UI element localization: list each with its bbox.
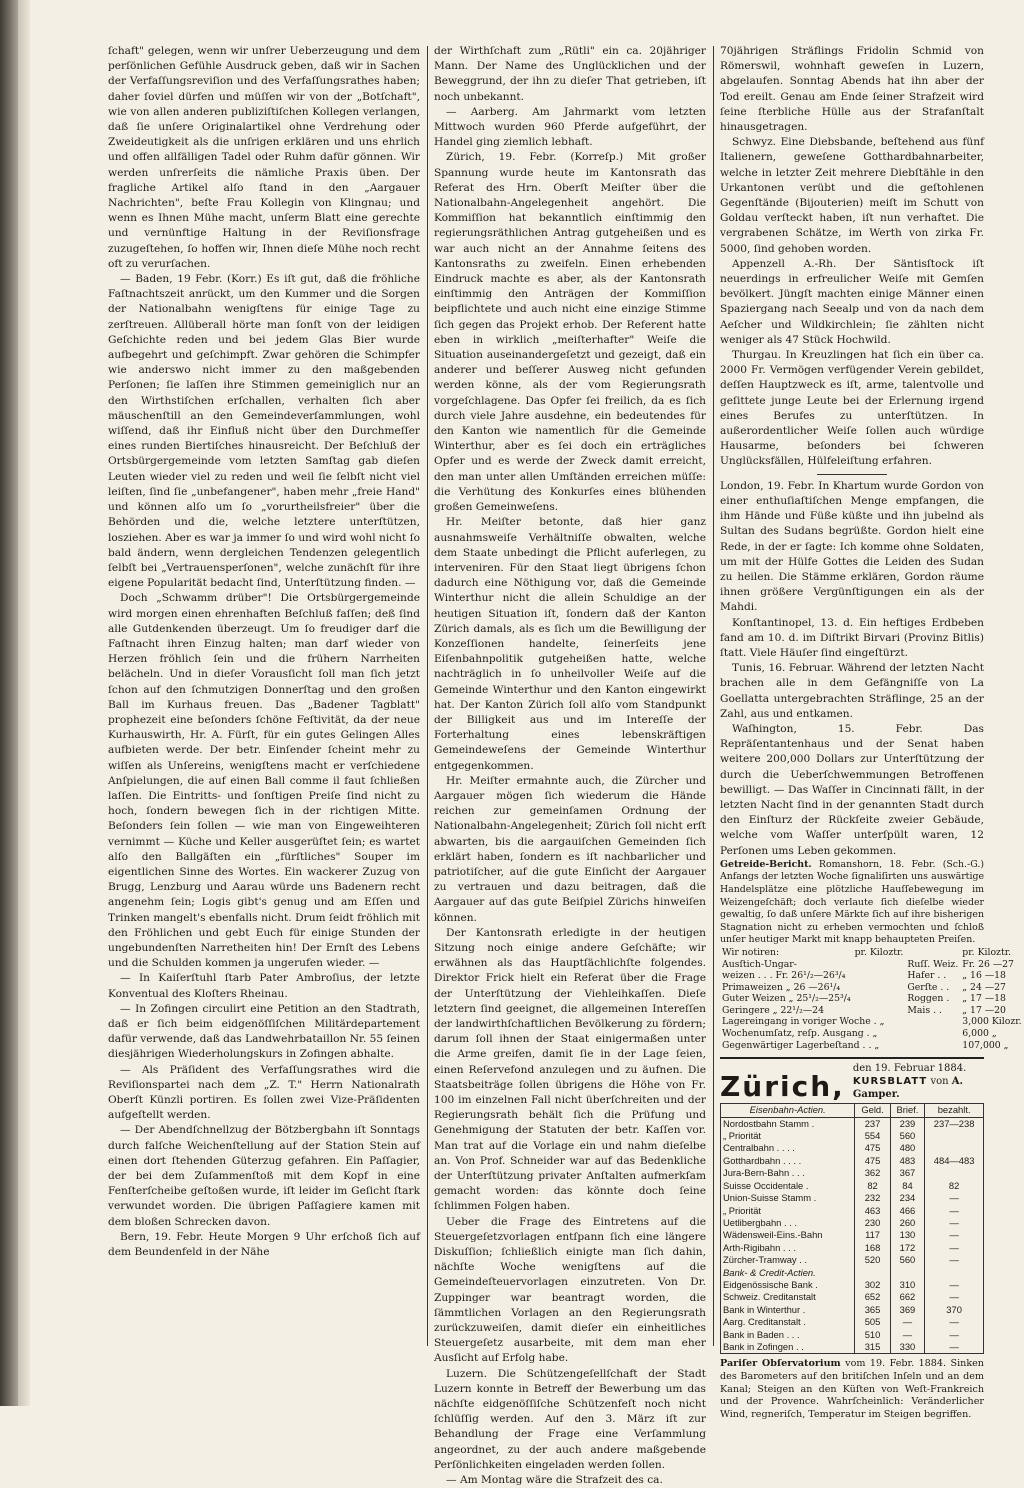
table-cell: 662 <box>890 1291 925 1303</box>
table-cell: 230 <box>855 1217 890 1229</box>
table-cell <box>853 982 906 994</box>
article-washington: Waſhington, 15. Febr. Das Repräſentantenhaus und der Senat haben weitere 200,000 Dollars zur Unterſtützung der durch die Ueberſchwemmungen Betroffenen bewilligt. — Das Waſſer in Cincinnati fällt, in der letzten Nacht ſind in der genannten Stadt durch den Einſturz der Rückſeite zweier Gebäude, welche vom Waſſer unterſpült waren, 12 Perſonen ums Leben gekommen. <box>720 722 984 857</box>
article-aarberg: — Aarberg. Am Jahrmarkt vom letzten Mittwoch wurden 960 Pferde aufgeführt, der Handel ging ziemlich lebhaft. <box>434 105 706 149</box>
table-row <box>721 1180 984 1192</box>
table-cell: „ 17 —18 <box>962 993 1006 1005</box>
table-cell: 84 <box>890 1180 925 1192</box>
table-cell: „ Priorität <box>721 1205 855 1217</box>
table-cell: pr. Kiloztr. <box>854 946 904 958</box>
table-cell: 475 <box>855 1155 890 1167</box>
table-cell: — <box>925 1316 984 1328</box>
table-row <box>721 1254 984 1266</box>
table-cell: 367 <box>890 1167 925 1179</box>
table-row <box>721 1304 984 1316</box>
table-cell: „ Priorität <box>721 1130 855 1142</box>
table-row <box>721 1117 984 1130</box>
grain-price-table <box>720 947 1024 1051</box>
table-cell: 505 <box>855 1316 890 1328</box>
table-cell: Geringere „ 22¹/₂—24 <box>722 1004 825 1016</box>
table-cell: Primaweizen „ 26 —26¹/₄ <box>722 981 841 993</box>
table-cell: 168 <box>855 1242 890 1254</box>
table-cell: Nordostbahn Stamm . <box>721 1117 855 1130</box>
table-cell <box>925 1167 984 1179</box>
article-verfassungsrath: — Als Präſident des Verfaſſungsrathes wird die Reviſionspartei nach dem „Z. T." Herrn Nationalrath Oberſt Künzli portiren. Es ſollen zwei Vize-Präſidenten aufgeſtellt werden. <box>108 1063 420 1122</box>
kursblatt-body <box>721 1117 984 1354</box>
table-cell: 232 <box>855 1192 890 1204</box>
kursblatt-author: A. Gamper. <box>852 1076 963 1101</box>
column-header: Brief. <box>890 1104 925 1117</box>
kursblatt-title: KURSBLATT <box>852 1076 928 1088</box>
column-header: bezahlt. <box>925 1104 984 1117</box>
table-cell: Gerſte . . <box>907 981 950 993</box>
table-row <box>721 1155 984 1167</box>
table-row <box>720 993 1024 1005</box>
table-cell <box>853 959 906 971</box>
table-cell: 130 <box>890 1229 925 1241</box>
table-row <box>720 1005 1024 1017</box>
table-cell: Suisse Occidentale . <box>721 1180 855 1192</box>
table-row <box>721 1291 984 1303</box>
column-1 <box>108 44 420 1364</box>
table-cell: 310 <box>890 1279 925 1291</box>
table-cell: Wädensweil-Eins.-Bahn <box>721 1229 855 1241</box>
table-cell: 365 <box>855 1304 890 1316</box>
table-cell: 554 <box>855 1130 890 1142</box>
table-row <box>721 1242 984 1254</box>
article-luzern: Luzern. Die Schützengeſellſchaft der Stadt Luzern konnte in Betreff der Bewerbung um das nächſte eidgenöſſiſche Schützenfeſt noch nicht ſchlüſſig werden. Auf den 3. März iſt zur Behandlung der Frage eine Verſammlung angeordnet, zu der auch andere maßgebende Perſönlichkeiten eingeladen werden ſollen. <box>434 1367 706 1471</box>
table-cell: Bank in Baden . . . <box>721 1329 855 1341</box>
table-cell: 260 <box>890 1217 925 1229</box>
table-cell: — <box>925 1279 984 1291</box>
table-cell: Lagereingang in voriger Woche . „ <box>722 1016 885 1028</box>
table-cell: 510 <box>855 1329 890 1341</box>
table-cell: Mais . . <box>907 1004 943 1016</box>
table-row <box>720 1016 1024 1028</box>
grain-report-text: Romanshorn, 18. Febr. (Sch.-G.) Anfangs der letzten Woche ſignaliſirten uns auswärtige Handelsplätze eine plötzliche Hauſſebewegung im Weizengeſchäft; doch verlaute ſich dieſelbe wieder gewaltig, ſo daß unſere Märkte ſich auf ihre bisherigen Stagnation nicht zu erheben vermochten und ſchloß unſer heutiger Markt mit knapp behaupteten Preiſen. <box>720 858 985 946</box>
table-cell: 82 <box>925 1180 984 1192</box>
table-row <box>720 1040 1024 1052</box>
column-2 <box>434 44 706 1487</box>
table-cell: 107,000 „ <box>962 1039 1009 1051</box>
column-3 <box>720 44 1022 1420</box>
table-cell: 480 <box>890 1142 925 1154</box>
kursblatt-von: von <box>930 1076 949 1088</box>
article-paragraph: Hr. Meiſter ermahnte auch, die Zürcher und Aargauer mögen ſich wiederum die Hände reichen zur gemeinſamen Ordnung der Nationalbahn-Angelegenheit; Zürich ſoll nicht erſt abwarten, bis die aargauiſchen Gemeinden ſich erklärt haben, ſondern es iſt nachbarlicher und patriotiſcher, auf die gute Einſicht der Aargauer zu vertrauen und dazu beitragen, daß die Aargauer auf das gute Beiſpiel Zürichs hinweiſen können. <box>434 774 706 924</box>
table-cell: Gotthardbahn . . . . <box>721 1155 855 1167</box>
table-cell <box>925 1130 984 1142</box>
article-schwyz: Schwyz. Eine Diebsbande, beſtehend aus fünf Italienern, geweſene Gotthardbahnarbeiter, welche in letzter Zeit mehrere Diebſtähle in den Urkantonen verübt und die geſtohlenen Gegenſtände (Bijouterien) meiſt im Schutt von Goldau verſteckt haben, iſt nun verhaftet. Die vergrabenen Schätze, im Werth von zirka Fr. 5000, ſind gehoben worden. <box>720 136 984 255</box>
table-cell: 302 <box>855 1279 890 1291</box>
article-paragraph: 70jährigen Sträflings Fridolin Schmid von Römerswil, wohnhaft geweſen in Luzern, abgelaufen. Sonntag Abends hat ihn aber der Tod ereilt. Genau am Ende ſeiner Strafzeit wird ſeine ſterbliche Hülle aus der Strafanſtalt hinausgetragen. <box>720 45 984 134</box>
column-header: Eisenbahn-Actien. <box>721 1104 855 1117</box>
article-bern: Bern, 19. Febr. Heute Morgen 9 Uhr erſchoß ſich auf dem Beundenfeld in der Nähe <box>108 1230 420 1259</box>
table-cell <box>890 1267 925 1279</box>
table-row <box>721 1316 984 1328</box>
table-row <box>721 1341 984 1354</box>
paris-observatory-report <box>720 1358 984 1421</box>
table-cell: — <box>925 1217 984 1229</box>
table-cell: Jura-Bern-Bahn . . . <box>721 1167 855 1179</box>
table-cell: 6,000 „ <box>962 1028 997 1040</box>
table-row <box>721 1279 984 1291</box>
article-zofingen: — In Zofingen circulirt eine Petition an den Stadtrath, daß er ſich beim eidgenöſſiſchen Militärdepartement dafür verwende, daß das Landwehrbataillon Nr. 55 ſeinen diesjährigen Wiederholungskurs in Zofingen abhalte. <box>108 1002 420 1061</box>
table-cell: Guter Weizen „ 25¹/₂—25³/₄ <box>722 993 851 1005</box>
table-cell: 234 <box>890 1192 925 1204</box>
table-cell: 82 <box>855 1180 890 1192</box>
table-row <box>721 1142 984 1154</box>
table-cell: 315 <box>855 1341 890 1354</box>
table-cell: 369 <box>890 1304 925 1316</box>
table-cell: weizen . . . Fr. 26¹/₂—26³/₄ <box>722 970 846 982</box>
table-cell: — <box>925 1254 984 1266</box>
table-cell: — <box>925 1329 984 1341</box>
table-cell <box>855 1267 890 1279</box>
table-cell: 466 <box>890 1205 925 1217</box>
table-cell: 330 <box>890 1341 925 1354</box>
table-row <box>721 1229 984 1241</box>
kursblatt-date: den 19. Februar 1884. <box>852 1063 967 1075</box>
table-cell: Bank in Winterthur . <box>721 1304 855 1316</box>
table-cell: Eidgenössische Bank . <box>721 1279 855 1291</box>
table-cell: „ 17 —20 <box>962 1004 1006 1016</box>
table-row <box>721 1217 984 1229</box>
table-cell: 362 <box>855 1167 890 1179</box>
article-paragraph: — Am Montag wäre die Strafzeit des ca. <box>446 1474 663 1487</box>
table-cell <box>925 1142 984 1154</box>
table-row <box>721 1192 984 1204</box>
book-binding <box>0 0 18 1406</box>
table-cell: Uetlibergbahn . . . <box>721 1217 855 1229</box>
table-cell: 483 <box>890 1155 925 1167</box>
table-cell <box>905 947 960 959</box>
column-rule <box>427 46 428 1346</box>
table-cell <box>925 1267 984 1279</box>
table-cell: — <box>925 1205 984 1217</box>
table-row <box>721 1130 984 1142</box>
paris-text: Sinken des Barometers auf den britiſchen Inſeln und an dem Kanal; Steigen an den Küſten von Weſt-Frankreich und der Provence. Wahrſcheinlich: Veränderlicher Wind, regneriſch, Temperatur im Steigen begriffen. <box>720 1358 984 1420</box>
table-cell: Fr. 26 —27 <box>962 958 1014 970</box>
article-zuerich: Zürich, 19. Febr. (Korreſp.) Mit großer Spannung wurde heute im Kantonsrath das Referat des Hrn. Oberſt Meiſter über die Nationalbahn-Angelegenheit angehört. Die Kommiſſion hat bekanntlich einſtimmig den regierungsräthlichen Antrag gutgeheißen und es war auch nicht an der Annahme ſeitens des Kantonsraths zu zweifeln. Einen erhebenden Eindruck machte es aber, als der Kantonsrath einſtimmig den Anträgen der Kommiſſion beipflichtete und auch nicht eine einzige Stimme ſich gegen das Projekt erhob. Der Referent hatte eben in wirklich „meiſterhafter" Weiſe die Situation auseinandergeſetzt und gezeigt, daß ein anderer und beſſerer Ausweg nicht gefunden werden könne, als der vom Regierungsrath vorgeſchlagene. Das Opfer ſei freilich, da es ſich durch viele Jahre ausdehne, ein bedeutendes für den Kanton wie namentlich für die Gemeinde Winterthur, aber es ſei doch ein erträgliches Opfer und es werde der Zweck damit erreicht, den man unter allen Umſtänden erreichen müſſe: die Verhütung des Konkurſes eines blühenden großen Gemeinweſens. <box>434 151 706 514</box>
column-rule <box>713 46 714 1346</box>
table-row <box>720 959 1024 971</box>
table-cell: 237 <box>855 1117 890 1130</box>
table-cell: Aarg. Creditanstalt . <box>721 1316 855 1328</box>
newspaper-page <box>36 44 1022 1487</box>
kursblatt-table <box>720 1103 984 1354</box>
table-row <box>720 982 1024 994</box>
table-cell: Bank- & Credit-Actien. <box>721 1267 855 1279</box>
table-cell: Bank in Zofingen . . <box>721 1341 855 1354</box>
article-london: London, 19. Febr. In Khartum wurde Gordon von einer enthuſiaſtiſchen Menge empfangen, die ihm Hände und Füße küßte und ihn jubelnd als Sultan des Sudans begrüßte. Gordon hielt eine Rede, in der er ſagte: Ich komme ohne Soldaten, um mit der Hülfe Gottes die Leiden des Sudan zu heilen. Die Stämme erklären, Gordon räume ihnen größere Vergünſtigungen ein als der Mahdi. <box>720 479 984 614</box>
table-cell: 172 <box>890 1242 925 1254</box>
table-cell: 370 <box>925 1304 984 1316</box>
table-cell: 520 <box>855 1254 890 1266</box>
article-konstantinopel: Konſtantinopel, 13. d. Ein heftiges Erdbeben fand am 10. d. im Diſtrikt Birvari (Provinz Bitlis) ſtatt. Viele Häuſer ſind eingeſtürzt. <box>720 616 984 659</box>
table-cell: 652 <box>855 1291 890 1303</box>
table-cell: Arth-Rigibahn . . . <box>721 1242 855 1254</box>
table-cell <box>853 1005 906 1017</box>
table-cell: Union-Suisse Stamm . <box>721 1192 855 1204</box>
kursblatt-header <box>720 1057 984 1104</box>
article-paragraph: Hr. Meiſter betonte, daß hier ganz ausnahmsweiſe Verhältniſſe obwalten, welche dem Staate unbedingt die Pflicht auferlegen, zu interveniren. Für den Staat liegt übrigens ſchon dadurch eine Nöthigung vor, daß die Gemeinde Winterthur nicht die allein Schuldige an der heutigen Situation iſt, ſondern daß der Kanton Zürich damals, als es ſich um die Bewilligung der Konzeſſionen handelte, ſeinerſeits jene Eiſenbahnpolitik gutgeheißen hatte, welche nachträglich in ſo unheilvoller Weiſe auf die Gemeinde Winterthur und den Kanton eingewirkt hat. Der Kanton Zürich ſoll alſo vom Standpunkt der Billigkeit aus und im Intereſſe der Forterhaltung eines lebenskräftigen Gemeindeweſens der Gemeinde Winterthur entgegenkommen. <box>434 516 706 772</box>
table-cell: — <box>925 1291 984 1303</box>
page-gutter <box>18 0 30 1406</box>
table-cell: — <box>925 1242 984 1254</box>
table-row <box>721 1167 984 1179</box>
table-cell: Hafer . . <box>907 970 947 982</box>
table-cell: Wir notiren: <box>722 946 780 958</box>
table-cell: 560 <box>890 1130 925 1142</box>
article-paragraph: der Wirthſchaft zum „Rütli" ein ca. 20jähriger Mann. Der Name des Unglücklichen und der Beweggrund, der ihn zu dieſer That getrieben, iſt noch unbekannt. <box>434 45 706 103</box>
table-cell: Schweiz. Creditanstalt <box>721 1291 855 1303</box>
table-cell: Ruſſ. Weiz. <box>907 958 959 970</box>
table-cell: Wochenumſatz, reſp. Ausgang . „ <box>722 1028 878 1040</box>
article-paragraph: Doch „Schwamm drüber"! Die Ortsbürgergemeinde wird morgen einen ehrenhaften Beſchluß faſſen; deß ſind alle Gutdenkenden überzeugt. Um ſo freudiger darf die Faſtnacht ihren Einzug halten; man darf wieder von Herzen fröhlich ſein und die frühern Narrheiten belächeln. Und in dieſer Vorausſicht ſoll man ſich jetzt ſchon auf den ſchmutzigen Donnerſtag und den großen Ball im Kurhaus freuen. Das „Badener Tagblatt" prophezeit eine beſonders ſchöne Feſtivität, da der neue Kurhauswirth, Hr. A. Fürſt, für ein gutes Gelingen Alles aufbieten werde. Der betr. Einſender ſcheint mehr zu wiſſen als Unſereins, wenigſtens macht er verſchiedene Anſpielungen, die auf einen Ball comme il faut ſchließen laſſen. Die Eintritts- und ſonſtigen Preiſe ſind nicht zu hoch, ſondern bewegen ſich in der richtigen Mitte. Beſonders ſein ſollen — wie man von Eingeweihteren vernimmt — Küche und Keller ausgerüſtet ſein; es wartet alſo den Ballgäſten ein „fürſtliches" Souper im eigentlichen Sinne des Wortes. Ein wackerer Zuzug von Brugg, Lenzburg und Aarau würde uns Badenern recht angenehm ſein; Logis gibt's genug und am Eſſen und Trinken mangelt's ebenfalls nicht. Drum ſeidt fröhlich mit den Fröhlichen und gebt Euch für einige Stunden der ungebundenſten Narretheiten hin! Der Ernſt des Lebens und die Schulden kommen ja ungerufen wieder. — <box>108 592 420 970</box>
article-paragraph: Ueber die Frage des Eintretens auf die Steuergeſetzvorlagen entſpann ſich eine längere Diskuſſion; ſchließlich einigte man ſich dahin, nächſte Woche wenigſtens auf die Gemeindeſteuervorlagen einzutreten. Von Dr. Zuppinger war beantragt worden, die ſämmtlichen Vorlagen an den Regierungsrath zurückzuweiſen, damit dieſer ein einheitliches Steuergeſetz ausarbeite, mit dem man eher Ausſicht auf Erfolg habe. <box>434 1215 706 1365</box>
table-cell: — <box>925 1341 984 1354</box>
table-row <box>720 970 1024 982</box>
grain-report <box>720 858 1022 1052</box>
paris-date: vom 19. Febr. 1884. <box>845 1358 947 1370</box>
grain-report-heading: Getreide-Bericht. <box>720 858 812 870</box>
table-cell: „ 24 —27 <box>962 981 1006 993</box>
table-row <box>721 1205 984 1217</box>
separator-rule <box>817 474 887 475</box>
table-cell: — <box>890 1316 925 1328</box>
table-cell: Centralbahn . . . . <box>721 1142 855 1154</box>
article-paragraph: ſchaft" gelegen, wenn wir unſrer Ueberzeugung und dem perſönlichen Gefühle Ausdruck geben, daß wir in Sachen der Verfaſſungsreviſion und des Verfaſſungsrathes haben; daher ſoviel dürfen und müſſen wir von der „Botſchaft", wie von allen anderen publiziſtiſchen Kollegen verlangen, daß ſie unſere Originalartikel ohne Verdrehung oder Zweideutigkeit als die unſrigen erklären und uns ehrlich und offen allfälligen Tadel oder Ruhm dafür gönnen. Wir werden unſrerſeits die nämliche Praxis üben. Der fragliche Artikel alſo ſtand in den „Aargauer Nachrichten", beſte Frau Kollegin von Klingnau; und wenn es Ihnen Mühe macht, unſerm Blatt eine gerechte und vernünftige Haltung in der Reviſionsfrage zuzugeſtehen, ſo hoffen wir, Ihnen dieſe Mühe noch recht oft zu verurſachen. <box>108 45 420 270</box>
article-thurgau: Thurgau. In Kreuzlingen hat ſich ein über ca. 2000 Fr. Vermögen verfügender Verein gebildet, deſſen Hauptzweck es iſt, arme, talentvolle und geſittete junge Leute bei der Erlernung irgend eines Berufes zu unterſtützen. In außerordentlicher Weiſe ſollen auch würdige Hausarme, beſonders bei ſchweren Unglücksfällen, Hülfeleiſtung erfahren. <box>720 349 984 468</box>
table-row <box>721 1329 984 1341</box>
article-appenzell: Appenzell A.-Rh. Der Säntisſtock iſt neuerdings in erfreulicher Weiſe mit Gemſen bevölkert. Jüngſt machten einige Männer einen Spaziergang nach Seealp und von da nach dem Aeſcher und Wildkirchlein; ſie zählten nicht weniger als 47 Stück Hochwild. <box>720 257 984 346</box>
table-cell: — <box>925 1229 984 1241</box>
table-cell: 463 <box>855 1205 890 1217</box>
table-cell: 475 <box>855 1142 890 1154</box>
table-cell: „ 16 —18 <box>962 970 1006 982</box>
article-paragraph: Der Kantonsrath erledigte in der heutigen Sitzung noch einige andere Geſchäfte; wir erwähnen als das Hauptſächlichſte folgendes. Direktor Frick hielt ein Referat über die Frage der Unterſtützung der Viehleihkaſſen. Dieſe letztern ſind geeignet, die allgemeinen Intereſſen der landwirthſchaftlichen Bevölkerung zu fördern; darum ſoll ihnen der Staat einigermaßen unter die Arme greifen, damit ſie in der Lage ſeien, einen Reſervefond anzulegen und zu äufnen. Die Staatsbeiträge ſollen übrigens die Höhe von Fr. 100 im einzelnen Fall nicht überſchreiten und der Regierungsrath behält ſich die Prüfung und Genehmigung der Statuten der betr. Kaſſen vor. Man trat auf die Vorlage ein und nahm dieſelbe an. Von Prof. Schneider war auf das Bedenkliche der Unterſtützung privater Anſtalten aufmerkſam gemacht worden: das könnte doch ſeine ſchlimmen Folgen haben. <box>434 926 706 1213</box>
table-cell: pr. Kiloztr. <box>962 946 1012 958</box>
table-cell: 560 <box>890 1254 925 1266</box>
article-boetzbergbahn: — Der Abendſchnellzug der Bötzbergbahn iſt Sonntags durch falſche Weichenſtellung auf der Station Stein auf einen dort ſtehenden Güterzug gefahren. Ein Paſſagier, der bei dem Zuſammenſtoß mit dem Kopf in eine Fenſterſcheibe geſtoßen wurde, iſt leider im Geſicht ſtark verwundet worden. Die übrigen Paſſagiere kamen mit dem bloßen Schrecken davon. <box>108 1124 420 1228</box>
table-cell <box>853 993 906 1005</box>
article-tunis: Tunis, 16. Februar. Während der letzten Nacht brachen alle in dem Gefängniſſe von La Goellatta untergebrachten Sträflinge, 25 an der Zahl, aus und entkamen. <box>720 662 984 720</box>
paris-heading: Pariſer Obſervatorium <box>720 1358 841 1370</box>
table-cell: 484—483 <box>925 1155 984 1167</box>
table-header-row <box>721 1104 984 1117</box>
table-cell: Zürcher-Tramway . . <box>721 1254 855 1266</box>
table-row <box>721 1267 984 1279</box>
table-cell: Ausſtich-Ungar- <box>722 958 797 970</box>
kursblatt-city: Zürich, <box>720 1070 845 1104</box>
table-cell: Roggen . <box>907 993 950 1005</box>
table-cell: 117 <box>855 1229 890 1241</box>
table-row <box>720 1028 1024 1040</box>
table-cell: — <box>890 1329 925 1341</box>
article-kaiserstuhl: — In Kaiſerſtuhl ſtarb Pater Ambroſius, der letzte Konventual des Kloſters Rheinau. <box>108 972 420 1000</box>
table-cell: 237—238 <box>925 1117 984 1130</box>
table-cell: — <box>925 1192 984 1204</box>
article-baden: — Baden, 19 Febr. (Korr.) Es iſt gut, daß die fröhliche Faſtnachtszeit anrückt, um den Kummer und die Sorgen der Nationalbahn wenigſtens für einige Tage zu zerſtreuen. Allüberall hörte man ſonſt von der leidigen Geſchichte reden und bei jedem Glas Bier wurde aufbegehrt und geſchimpft. Zwar gehören die Schimpfer wie anderswo nicht immer zu den maßgebenden Perſonen; ſie laſſen ihre Stimmen gemeiniglich nur an den Wirthstiſchen erſchallen, verhalten ſich aber mäuschenſtill an den Gemeindeverſammlungen, wohl wiſſend, daß ihr Einfluß nicht über den Durchmeſſer eines runden Biertiſches hinausreicht. Der Beſchluß der Ortsbürgergemeinde vom letzten Samſtag gab dieſen Leuten wieder viel zu reden und weil ſie ſelbſt nicht viel leiſten, ſind ſie „unbefangener", haben mehr „freie Hand" und können alſo um ſo „vorurtheilsfreier" über die Behörden und die, welche letztere unterſtützen, losziehen. Aber es war ja immer ſo und wird wohl nicht ſo bald ändern, wenn dergleichen Tendenzen gelegentlich ſelbſt bei „Vertrauensperſonen", welche zunächſt für ihre eigene Popularität bedacht ſind, Unterſtützung finden. — <box>108 273 420 590</box>
table-cell <box>853 970 906 982</box>
table-cell: 3,000 Kilozr. <box>962 1016 1022 1028</box>
table-cell: Gegenwärtiger Lagerbeſtand . . „ <box>722 1039 880 1051</box>
table-cell: 239 <box>890 1117 925 1130</box>
table-row <box>720 947 1024 959</box>
column-header: Geld. <box>855 1104 890 1117</box>
